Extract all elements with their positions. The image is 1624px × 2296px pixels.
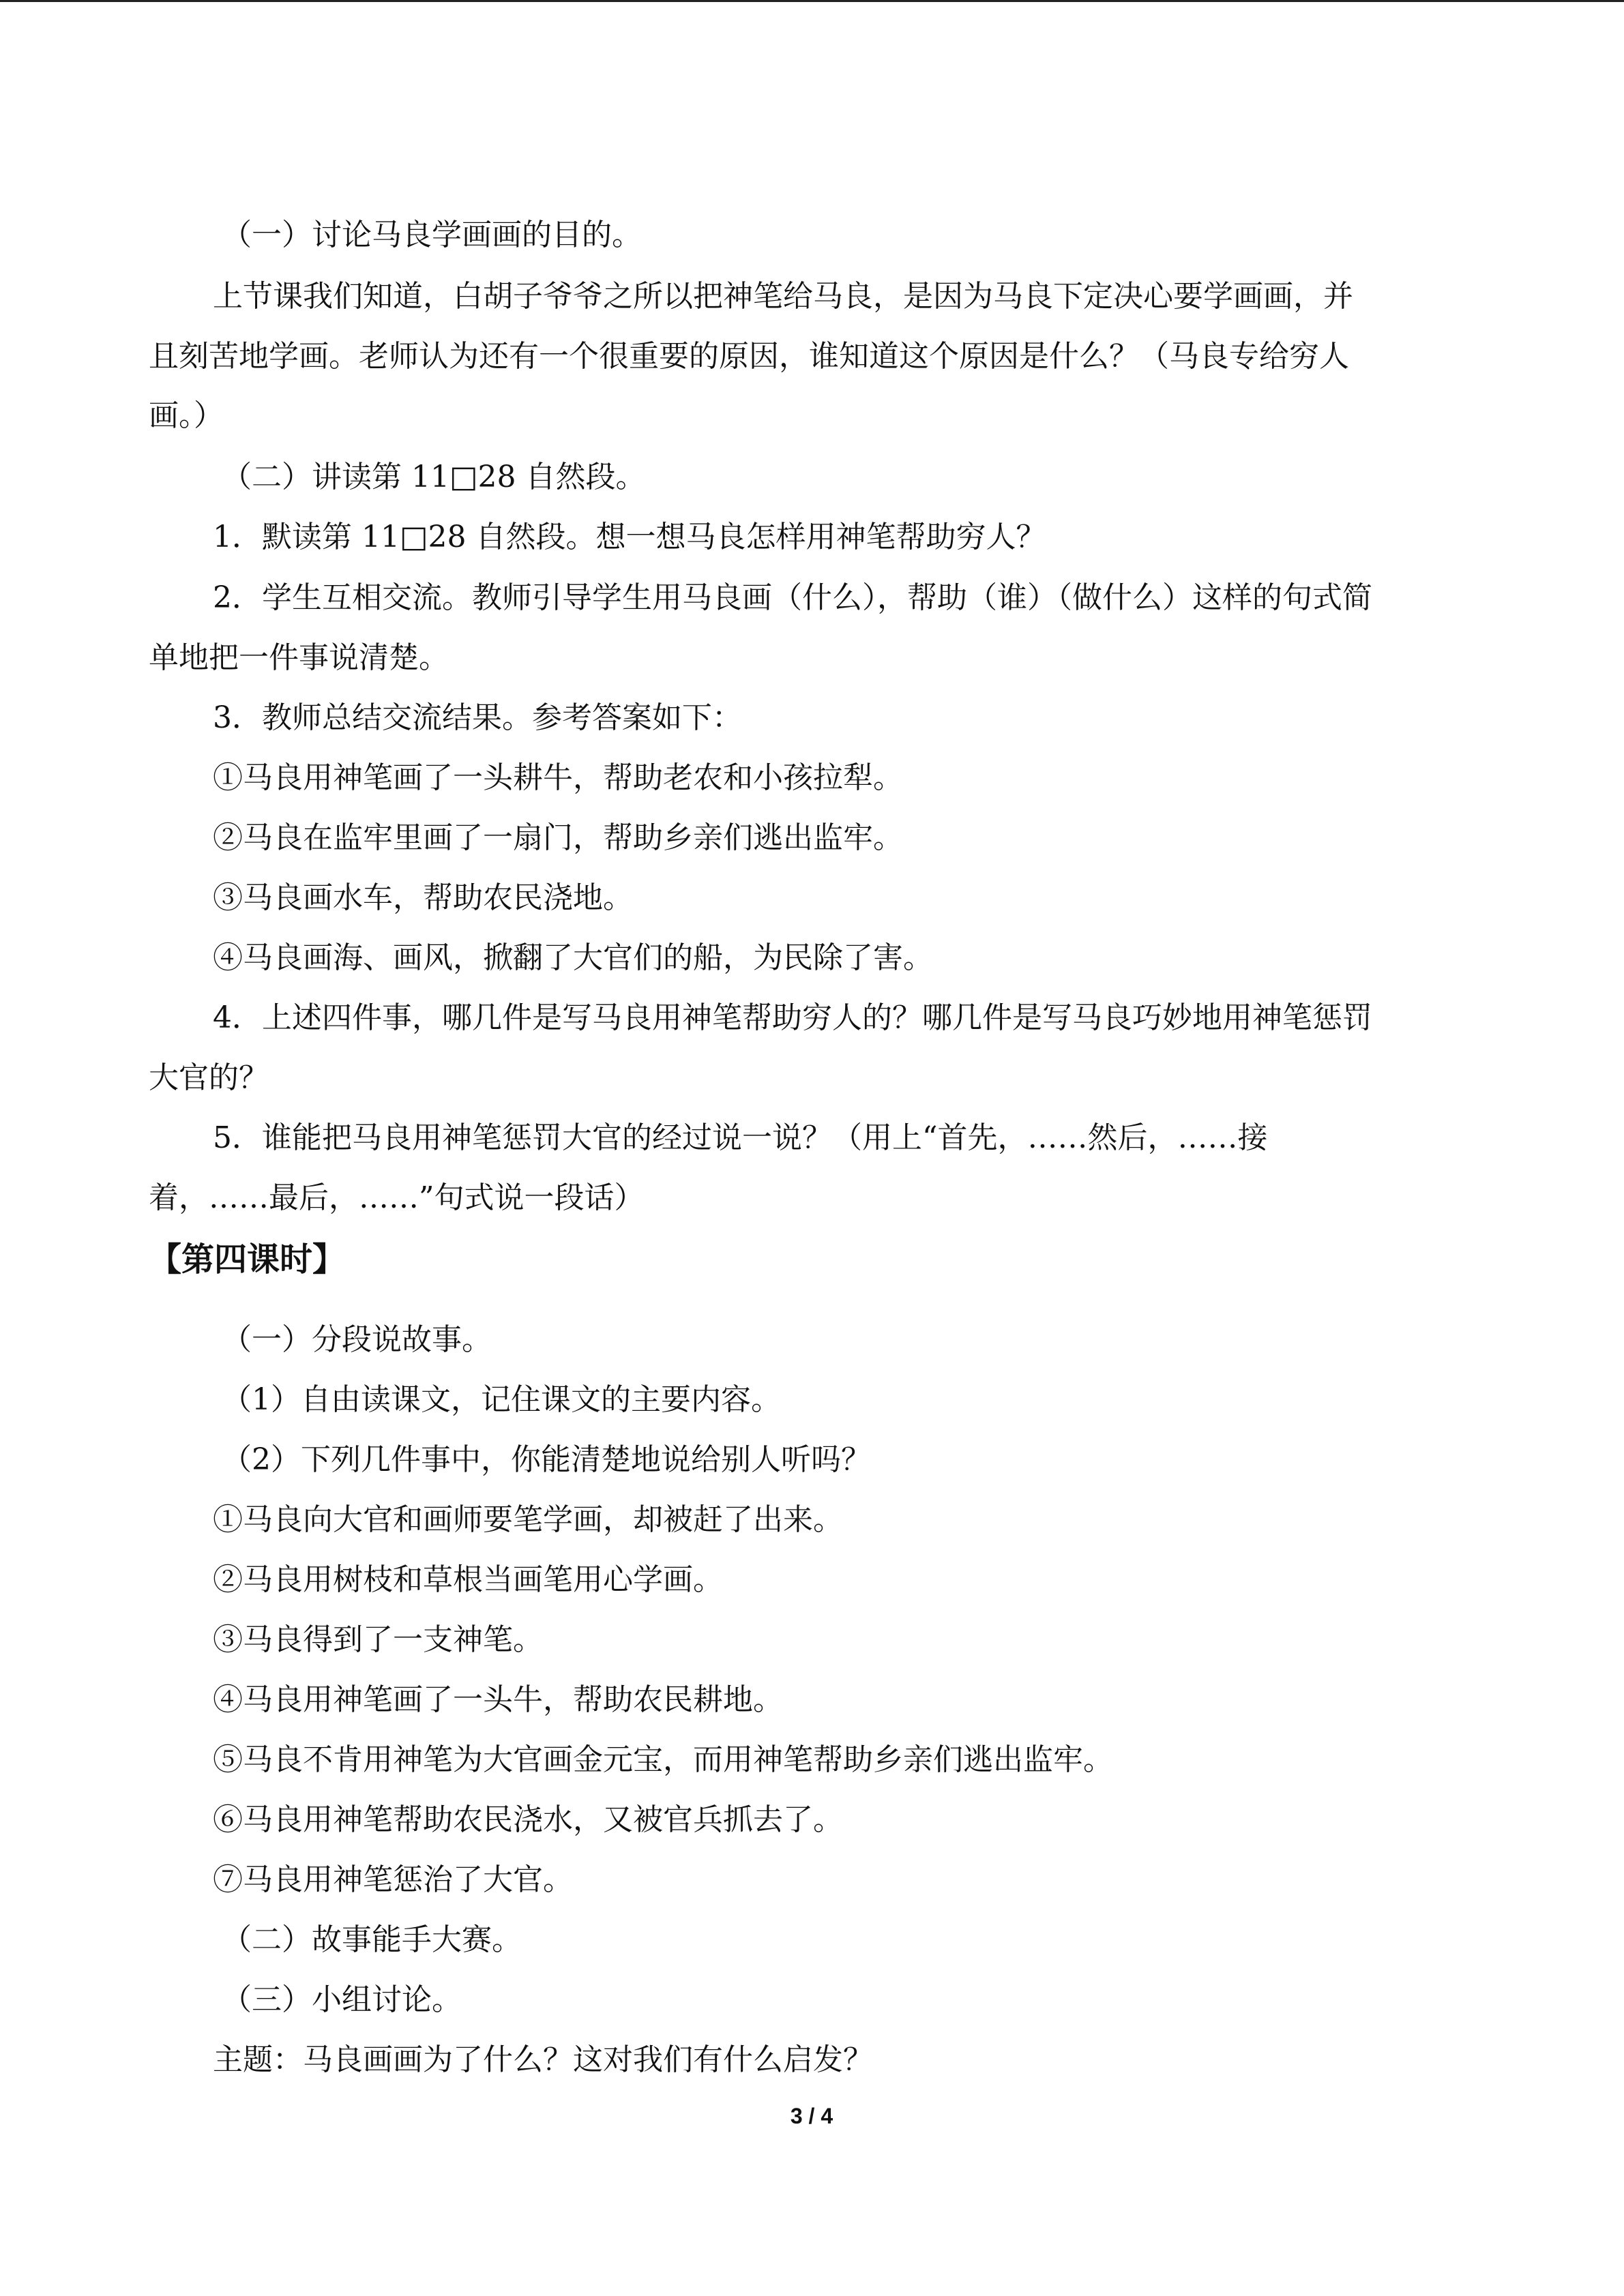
numbered-item-4: 4．上述四件事，哪几件是写马良用神笔帮助穷人的？哪几件是写马良巧妙地用神笔惩罚: [213, 1000, 1372, 1035]
event-item: ⑤马良不肯用神笔为大官画金元宝，而用神笔帮助乡亲们逃出监牢。: [213, 1742, 1113, 1777]
event-item: ⑦马良用神笔惩治了大官。: [213, 1862, 573, 1897]
story-heading-1: （一）分段说故事。: [222, 1322, 492, 1357]
numbered-item-2-continued: 单地把一件事说清楚。: [149, 640, 449, 675]
discussion-heading-1: （一）讨论马良学画画的目的。: [222, 218, 642, 252]
numbered-item-5: 5．谁能把马良用神笔惩罚大官的经过说一说？（用上“首先，……然后，……接: [213, 1120, 1268, 1155]
event-item: ③马良得到了一支神笔。: [213, 1622, 543, 1657]
paragraph-line: 画。）: [149, 398, 224, 433]
numbered-item-5-continued: 着，……最后，……”句式说一段话）: [149, 1180, 645, 1215]
numbered-item-1: 1．默读第 11□28 自然段。想一想马良怎样用神笔帮助穷人？: [213, 520, 1046, 554]
story-subitem-2: （2）下列几件事中，你能清楚地说给别人听吗？: [222, 1442, 871, 1477]
numbered-item-3: 3．教师总结交流结果。参考答案如下：: [213, 700, 742, 735]
event-item: ②马良用树枝和草根当画笔用心学画。: [213, 1562, 723, 1597]
answer-item: ②马良在监牢里画了一扇门，帮助乡亲们逃出监牢。: [213, 820, 903, 855]
lesson-title: 【第四课时】: [149, 1240, 346, 1279]
paragraph-line: 上节课我们知道，白胡子爷爷之所以把神笔给马良，是因为马良下定决心要学画画，并: [213, 279, 1353, 314]
story-heading-2: （二）故事能手大赛。: [222, 1922, 522, 1957]
paragraph-line: 且刻苦地学画。老师认为还有一个很重要的原因，谁知道这个原因是什么？（马良专给穷人: [149, 339, 1349, 374]
event-item: ①马良向大官和画师要笔学画，却被赶了出来。: [213, 1502, 843, 1537]
discussion-heading-2: （二）讲读第 11□28 自然段。: [222, 460, 646, 494]
story-subitem-1: （1）自由读课文，记住课文的主要内容。: [222, 1382, 781, 1417]
event-item: ④马良用神笔画了一头牛，帮助农民耕地。: [213, 1682, 783, 1717]
story-heading-3: （三）小组讨论。: [222, 1982, 462, 2017]
numbered-item-2: 2．学生互相交流。教师引导学生用马良画（什么），帮助（谁）（做什么）这样的句式简: [213, 580, 1372, 615]
answer-item: ①马良用神笔画了一头耕牛，帮助老农和小孩拉犁。: [213, 760, 903, 795]
answer-item: ③马良画水车，帮助农民浇地。: [213, 880, 633, 915]
numbered-item-4-continued: 大官的？: [149, 1060, 269, 1095]
discussion-theme: 主题：马良画画为了什么？这对我们有什么启发？: [213, 2042, 873, 2077]
page-number: 3 / 4: [790, 2104, 833, 2128]
event-item: ⑥马良用神笔帮助农民浇水，又被官兵抓去了。: [213, 1802, 843, 1837]
answer-item: ④马良画海、画风，掀翻了大官们的船，为民除了害。: [213, 940, 933, 975]
